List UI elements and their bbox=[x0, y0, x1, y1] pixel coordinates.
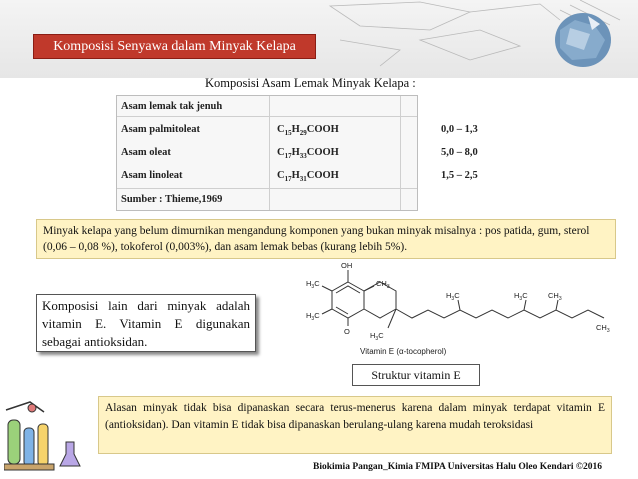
table-caption: Komposisi Asam Lemak Minyak Kelapa : bbox=[205, 76, 416, 90]
acid-formula: $C_{15}H_{29}COOH$ bbox=[277, 124, 339, 138]
acid-range: 1,5 – 2,5 bbox=[441, 170, 478, 181]
acid-formula: $C_{17}H_{33}COOH$ bbox=[277, 147, 339, 161]
table-source: Sumber : Thieme,1969 bbox=[121, 194, 223, 205]
atom-label: O bbox=[344, 327, 350, 336]
structure-label: Vitamin E (α-tocopherol) bbox=[360, 347, 447, 356]
atom-label: OH bbox=[341, 261, 353, 270]
fatty-acid-table bbox=[116, 95, 478, 211]
footer-credit: Biokimia Pangan_Kimia FMIPA Universitas Halu Oleo Kendari ©2016 bbox=[313, 462, 603, 472]
table-column-divider bbox=[269, 96, 270, 210]
acid-range: 5,0 – 8,0 bbox=[441, 147, 478, 158]
atom-label: $H_3C$ bbox=[306, 311, 320, 322]
table-divider bbox=[117, 188, 417, 189]
lab-glassware-icon bbox=[4, 398, 90, 472]
table-header: Asam lemak tak jenuh bbox=[121, 101, 223, 112]
acid-name: Asam linoleat bbox=[121, 170, 183, 181]
crumpled-paper-ball-icon bbox=[555, 13, 611, 67]
acid-name: Asam oleat bbox=[121, 147, 171, 158]
atom-label: $H_3C$ bbox=[306, 279, 320, 290]
atom-label: $CH_3$ bbox=[548, 291, 562, 302]
note-box: Minyak kelapa yang belum dimurnikan mengandung komponen yang bukan minyak misalnya : pos patida, gum, sterol (0,06 – 0,08 %), tokoferol (0,003%), dan asam lemak bebas (kurang lebih 5%). bbox=[36, 219, 616, 259]
atom-label: $CH_3$ bbox=[376, 279, 390, 290]
vitamin-e-box: Komposisi lain dari minyak adalah vitamin E. Vitamin E digunakan sebagai antioksidan. bbox=[36, 294, 256, 352]
atom-label: $CH_3$ bbox=[596, 323, 610, 334]
acid-range: 0,0 – 1,3 bbox=[441, 124, 478, 135]
slide-title: Komposisi Senyawa dalam Minyak Kelapa bbox=[33, 34, 316, 59]
vitamin-e-structure bbox=[300, 258, 620, 360]
atom-label: $H_3C$ bbox=[446, 291, 460, 302]
atom-label: $H_3C$ bbox=[514, 291, 528, 302]
structure-caption: Struktur vitamin E bbox=[352, 364, 480, 386]
table-column-divider bbox=[400, 96, 401, 210]
table-divider bbox=[117, 116, 417, 117]
acid-name: Asam palmitoleat bbox=[121, 124, 201, 135]
atom-label: $H_3C$ bbox=[370, 331, 384, 342]
conclusion-box: Alasan minyak tidak bisa dipanaskan secara terus-menerus karena dalam minyak terdapat vitamin E (antioksidan). Dan vitamin E tidak bisa dipanaskan berulang-ulang karena mudah teroksidasi bbox=[98, 396, 612, 454]
acid-formula: $C_{17}H_{31}COOH$ bbox=[277, 170, 339, 184]
